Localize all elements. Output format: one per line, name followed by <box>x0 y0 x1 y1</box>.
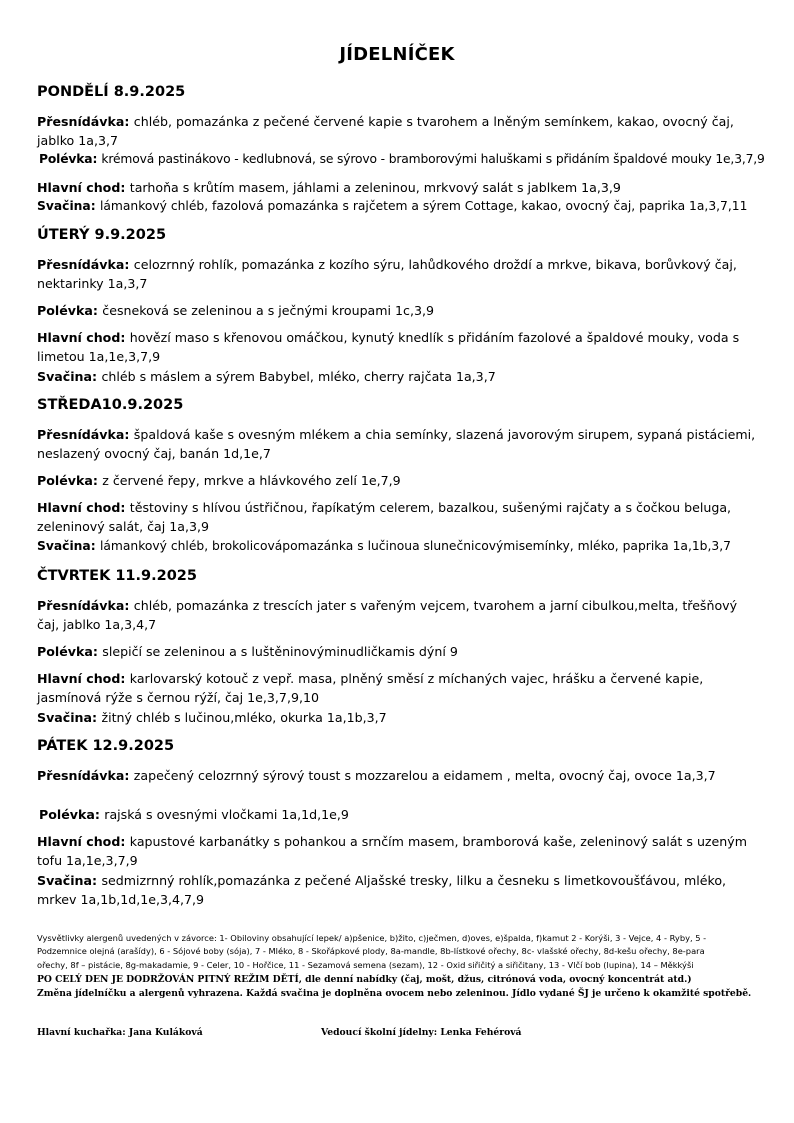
notice <box>37 973 757 1001</box>
tuesday-main <box>37 328 762 366</box>
wednesday-snack-pm <box>37 537 762 556</box>
snack-am-text: zapečený celozrnný sýrový toust s mozzarelou a eidamem , melta, ovocný čaj, ovoce 1a,3,7 <box>133 768 716 783</box>
thursday-soup <box>37 642 762 661</box>
monday-soup <box>39 150 769 169</box>
main-text: kapustové karbanátky s pohankou a srnčím masem, bramborová kaše, zeleninový salát s uzeným tofu 1a,1e,3,7,9 <box>37 834 747 868</box>
main-label: Hlavní chod: <box>37 834 126 849</box>
snack-am-label: Přesnídávka: <box>37 427 130 442</box>
thursday-main <box>37 669 762 707</box>
thursday-snack-am <box>37 596 762 634</box>
soup-text: rajská s ovesnými vločkami 1a,1d,1e,9 <box>104 807 349 822</box>
snack-am-label: Přesnídávka: <box>37 768 130 783</box>
snack-pm-label: Svačina: <box>37 199 96 213</box>
head-cook-signature: Hlavní kuchařka: Jana Kuláková <box>37 1027 203 1038</box>
friday-main <box>37 832 762 870</box>
tuesday-snack-am <box>37 255 762 293</box>
day-heading-monday: PONDĚLÍ 8.9.2025 <box>37 84 186 100</box>
snack-am-text: špaldová kaše s ovesným mlékem a chia semínky, slazená javorovým sirupem, sypaná pistáciemi, neslazený ovocný čaj, banán 1d,1e,7 <box>37 427 756 461</box>
manager-signature: Vedoucí školní jídelny: Lenka Fehérová <box>321 1027 522 1038</box>
snack-am-text: celozrnný rohlík, pomazánka z kozího sýru, lahůdkového droždí a mrkve, bikava, borůvkový čaj, nektarinky 1a,3,7 <box>37 257 737 291</box>
day-heading-tuesday: ÚTERÝ 9.9.2025 <box>37 227 167 243</box>
menu-change-notice: Změna jídelníčku a alergenů vyhrazena. Každá svačina je doplněna ovocem nebo zeleninou. Jídlo vydané ŠJ je určeno k okamžité spotřebě. <box>37 988 752 999</box>
snack-pm-text: chléb s máslem a sýrem Babybel, mléko, cherry rajčata 1a,3,7 <box>101 369 496 384</box>
friday-soup <box>39 805 764 824</box>
day-heading-thursday: ČTVRTEK 11.9.2025 <box>37 568 197 584</box>
day-heading-friday: PÁTEK 12.9.2025 <box>37 738 175 754</box>
snack-pm-text: lámankový chléb, brokolicovápomazánka s lučinoua slunečnicovýmisemínky, mléko, paprika 1a,1b,3,7 <box>99 539 731 553</box>
allergen-legend: Vysvětlivky alergenů uvedených v závorce: 1- Obiloviny obsahující lepek/ a)pšenice, b)žito, c)ječmen, d)oves, e)špalda, f)kamut 2 - Korýši, 3 - Vejce, 4 - Ryby, 5 - Podzemnice olejná (arašídy), 6 - Sójové boby (sója), 7 - Mléko, 8 - Skořápkové plody, 8a-mandle, 8b-lístkové ořechy, 8c- vlašské ořechy, 8d-kešu ořechy, 8e-para ořechy, 8f – pistácie, 8g-makadamie, 9 - Celer, 10 - Hořčice, 11 - Sezamová semena (sezam), 12 - Oxid siřičitý a siřičitany, 13 - Vlčí bob (lupina), 14 – Měkkýši <box>37 933 707 970</box>
snack-am-label: Přesnídávka: <box>37 114 130 129</box>
snack-pm-text: žitný chléb s lučinou,mléko, okurka 1a,1b,3,7 <box>101 710 387 725</box>
main-text: karlovarský kotouč z vepř. masa, plněný směsí z míchaných vajec, hrášku a červené kapie, jasmínová rýže s černou rýží, čaj 1e,3,7,9,10 <box>37 671 704 705</box>
monday-snack-pm <box>37 197 762 216</box>
snack-am-label: Přesnídávka: <box>37 257 130 272</box>
soup-text: česneková se zeleninou a s ječnými kroupami 1c,3,9 <box>102 303 435 318</box>
monday-snack-am <box>37 112 762 150</box>
soup-text: krémová pastinákovo - kedlubnová, se sýrovo - bramborovými haluškami s přidáním špaldové mouky 1e,3,7,9 <box>101 152 765 166</box>
soup-label: Polévka: <box>37 644 98 659</box>
snack-pm-label: Svačina: <box>37 369 98 384</box>
snack-pm-text: sedmizrnný rohlík,pomazánka z pečené Aljašské tresky, lilku a česneku s limetkovoušťávou, mléko, mrkev 1a,1b,1d,1e,3,4,7,9 <box>37 873 727 907</box>
snack-am-text: chléb, pomazánka z pečené červené kapie s tvarohem a lněným semínkem, kakao, ovocný čaj, jablko 1a,3,7 <box>37 114 734 148</box>
snack-pm-label: Svačina: <box>37 539 96 553</box>
page-title: JÍDELNÍČEK <box>339 44 455 65</box>
soup-text: slepičí se zeleninou a s luštěninovýminudličkamis dýní 9 <box>102 644 458 659</box>
main-text: hovězí maso s křenovou omáčkou, kynutý knedlík s přidáním fazolové a špaldové mouky, voda s limetou 1a,1e,3,7,9 <box>37 330 740 364</box>
tuesday-snack-pm <box>37 367 762 386</box>
soup-label: Polévka: <box>39 807 100 822</box>
wednesday-snack-am <box>37 425 762 463</box>
snack-pm-label: Svačina: <box>37 710 98 725</box>
snack-pm-text: lámankový chléb, fazolová pomazánka s rajčetem a sýrem Cottage, kakao, ovocný čaj, paprika 1a,3,7,11 <box>99 199 748 213</box>
soup-label: Polévka: <box>37 473 98 488</box>
snack-am-text: chléb, pomazánka z trescích jater s vařeným vejcem, tvarohem a jarní cibulkou,melta, třešňový čaj, jablko 1a,3,4,7 <box>37 598 738 632</box>
soup-label: Polévka: <box>37 303 98 318</box>
wednesday-main <box>37 498 762 536</box>
main-label: Hlavní chod: <box>37 330 126 345</box>
friday-snack-am <box>37 766 762 785</box>
friday-snack-pm <box>37 871 762 909</box>
drinking-regime-notice: PO CELÝ DEN JE DODRŽOVÁN PITNÝ REŽIM DĚTÍ, dle denní nabídky (čaj, mošt, džus, citrónová voda, ovocný koncentrát atd.) <box>37 974 692 985</box>
day-heading-wednesday: STŘEDA10.9.2025 <box>37 397 184 413</box>
main-label: Hlavní chod: <box>37 500 126 515</box>
soup-label: Polévka: <box>39 152 98 166</box>
monday-main <box>37 178 762 197</box>
soup-text: z červené řepy, mrkve a hlávkového zelí 1e,7,9 <box>102 473 401 488</box>
main-text: těstoviny s hlívou ústřičnou, řapíkatým celerem, bazalkou, sušenými rajčaty a s čočkou beluga, zeleninový salát, čaj 1a,3,9 <box>37 500 732 534</box>
snack-pm-label: Svačina: <box>37 873 98 888</box>
main-text: tarhoňa s krůtím masem, jáhlami a zeleninou, mrkvový salát s jablkem 1a,3,9 <box>129 180 621 195</box>
main-label: Hlavní chod: <box>37 671 126 686</box>
tuesday-soup <box>37 301 762 320</box>
wednesday-soup <box>37 471 762 490</box>
thursday-snack-pm <box>37 708 762 727</box>
snack-am-label: Přesnídávka: <box>37 598 130 613</box>
main-label: Hlavní chod: <box>37 180 126 195</box>
